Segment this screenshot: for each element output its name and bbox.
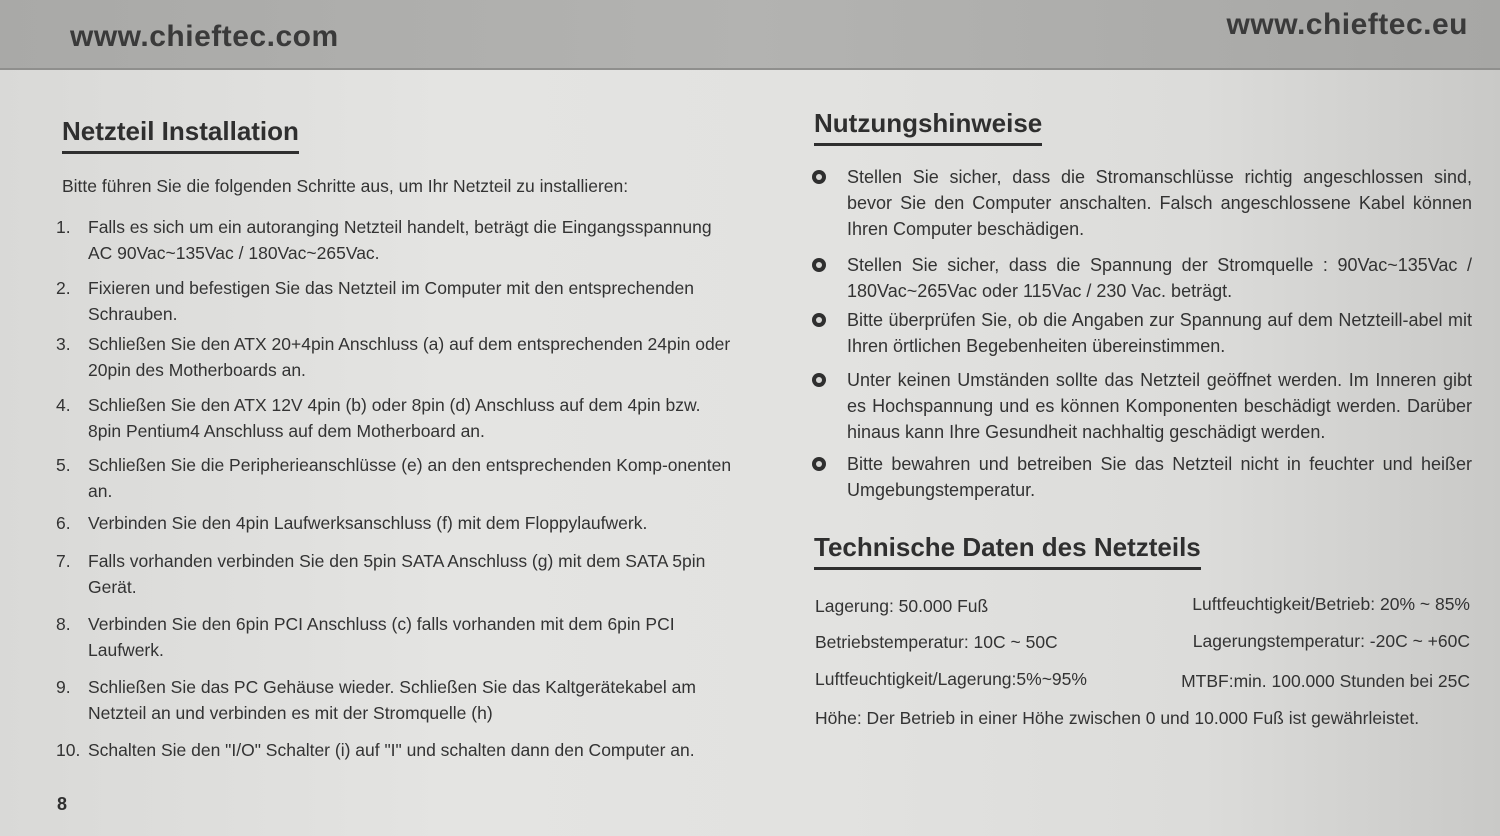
bullet-icon	[812, 313, 826, 327]
step-number: 3.	[56, 334, 71, 354]
step-number: 10.	[56, 740, 81, 760]
bullet-icon	[812, 170, 826, 184]
step-text: Schließen Sie den ATX 20+4pin Anschluss (a) auf dem entsprechenden 24pin oder 20pin des Motherboards an.	[88, 334, 731, 380]
step-item	[56, 392, 736, 444]
spec-mtbf: MTBF:min. 100.000 Stunden bei 25C	[1181, 671, 1470, 691]
step-item	[56, 548, 736, 600]
installation-intro: Bitte führen Sie die folgenden Schritte aus, um Ihr Netzteil zu installieren:	[62, 176, 629, 196]
note-item	[812, 367, 1472, 445]
note-item	[812, 252, 1472, 304]
step-text: Verbinden Sie den 4pin Laufwerksanschluss (f) mit dem Floppylaufwerk.	[88, 513, 648, 533]
usage-notes-title: Nutzungshinweise	[814, 108, 1042, 146]
spec-altitude: Höhe: Der Betrieb in einer Höhe zwischen 0 und 10.000 Fuß ist gewährleistet.	[815, 708, 1420, 728]
note-item	[812, 164, 1472, 242]
specs-title: Technische Daten des Netzteils	[814, 532, 1201, 570]
step-text: Fixieren und befestigen Sie das Netzteil im Computer mit den entsprechenden Schrauben.	[88, 278, 695, 324]
step-item	[56, 331, 736, 383]
page-number: 8	[57, 794, 68, 814]
spec-operating-temperature: Betriebstemperatur: 10C ~ 50C	[815, 632, 1058, 652]
step-number: 9.	[56, 677, 71, 697]
note-text: Bitte überprüfen Sie, ob die Angaben zur Spannung auf dem Netzteill-abel mit Ihren örtlichen Begebenheiten übereinstimmen.	[847, 310, 1472, 356]
step-item	[56, 452, 736, 504]
step-text: Schließen Sie die Peripherieanschlüsse (e) an den entsprechenden Komp-onenten an.	[88, 455, 732, 501]
step-item	[56, 214, 736, 266]
bullet-icon	[812, 457, 826, 471]
step-number: 4.	[56, 395, 71, 415]
step-number: 5.	[56, 455, 71, 475]
website-url-eu: www.chieftec.eu	[1226, 8, 1468, 41]
step-number: 2.	[56, 278, 71, 298]
step-number: 8.	[56, 614, 71, 634]
installation-title: Netzteil Installation	[62, 116, 299, 154]
step-text: Schalten Sie den "I/O" Schalter (i) auf "I" und schalten dann den Computer an.	[88, 740, 695, 760]
spec-humidity-storage: Luftfeuchtigkeit/Lagerung:5%~95%	[815, 669, 1087, 689]
note-text: Bitte bewahren und betreiben Sie das Netzteil nicht in feuchter und heißer Umgebungstemperatur.	[847, 454, 1472, 500]
step-item	[56, 737, 736, 763]
step-item	[56, 611, 736, 663]
note-text: Unter keinen Umständen sollte das Netzteil geöffnet werden. Im Inneren gibt es Hochspannung und es können Komponenten beschädigt werden. Darüber hinaus kann Ihre Gesundheit nachhaltig geschädigt werden.	[847, 370, 1472, 442]
step-text: Verbinden Sie den 6pin PCI Anschluss (c) falls vorhanden mit dem 6pin PCI Laufwerk.	[88, 614, 675, 660]
step-item	[56, 275, 736, 327]
step-number: 1.	[56, 217, 71, 237]
step-text: Falls es sich um ein autoranging Netzteil handelt, beträgt die Eingangsspannung AC 90Vac~135Vac / 180Vac~265Vac.	[88, 217, 712, 263]
step-item	[56, 674, 736, 726]
step-text: Falls vorhanden verbinden Sie den 5pin SATA Anschluss (g) mit dem SATA 5pin Gerät.	[88, 551, 706, 597]
note-text: Stellen Sie sicher, dass die Spannung der Stromquelle : 90Vac~135Vac / 180Vac~265Vac oder 115Vac / 230 Vac. beträgt.	[847, 255, 1472, 301]
step-text: Schließen Sie das PC Gehäuse wieder. Schließen Sie das Kaltgerätekabel am Netzteil an und verbinden es mit der Stromquelle (h)	[88, 677, 696, 723]
website-url-com: www.chieftec.com	[70, 20, 339, 53]
note-item	[812, 451, 1472, 503]
spec-storage-temperature: Lagerungstemperatur: -20C ~ +60C	[1192, 631, 1470, 651]
bullet-icon	[812, 373, 826, 387]
step-number: 6.	[56, 513, 71, 533]
step-number: 7.	[56, 551, 71, 571]
note-text: Stellen Sie sicher, dass die Stromanschlüsse richtig angeschlossen sind, bevor Sie den Computer anschalten. Falsch angeschlossene Kabel können Ihren Computer beschädigen.	[847, 167, 1472, 239]
step-text: Schließen Sie den ATX 12V 4pin (b) oder 8pin (d) Anschluss auf dem 4pin bzw. 8pin Pentium4 Anschluss auf dem Motherboard an.	[88, 395, 701, 441]
note-item	[812, 307, 1472, 359]
spec-humidity-operation: Luftfeuchtigkeit/Betrieb: 20% ~ 85%	[1192, 594, 1470, 614]
bullet-icon	[812, 258, 826, 272]
step-item	[56, 510, 736, 536]
page-header-bar	[0, 0, 1500, 70]
spec-storage-altitude: Lagerung: 50.000 Fuß	[815, 596, 989, 616]
